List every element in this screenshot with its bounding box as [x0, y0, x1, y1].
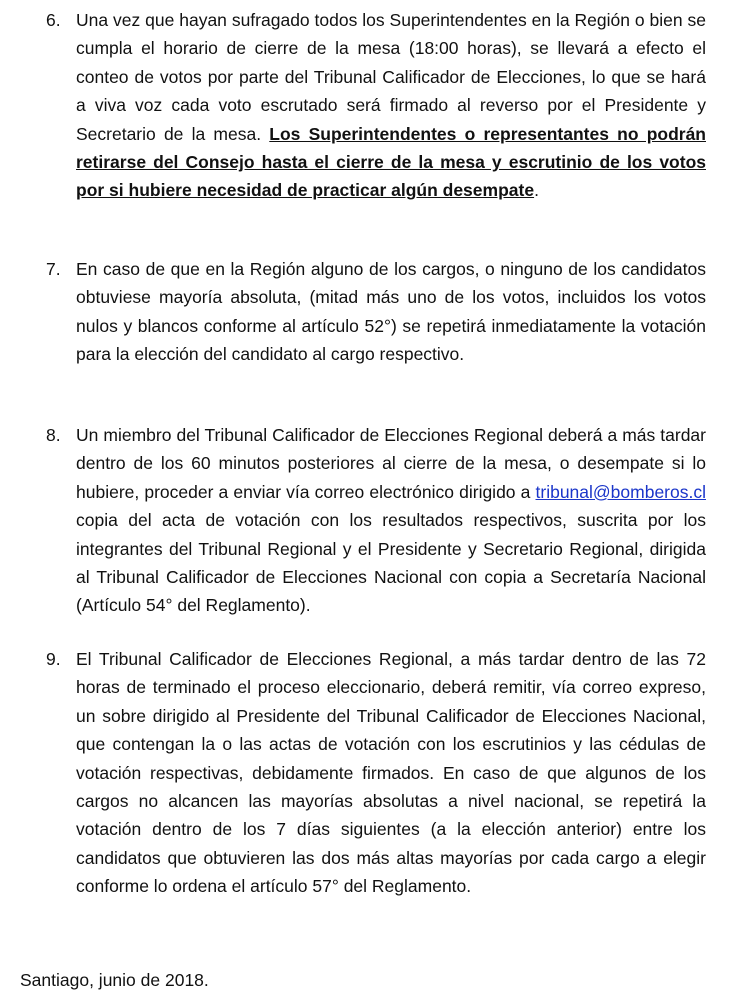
email-link[interactable]: tribunal@bomberos.cl: [535, 481, 706, 502]
item-number: 8.: [46, 425, 61, 445]
item-text-part: .: [534, 180, 539, 201]
item-text-part: Un miembro del Tribunal Calificador de Elecciones Regional deberá a más tardar dentro de los 60 minutos posteriores al cierre de la mesa, o desempate si lo hubiere, proceder a enviar vía correo electrónico dirigido a: [76, 425, 706, 502]
item-text-part: copia del acta de votación con los resultados respectivos, suscrita por los integrantes del Tribunal Regional y el Presidente y Secretario Regional, dirigida al Tribunal Calificador de Elecciones Nacional con copia a Secretaría Nacional (Artículo 54° del Reglamento).: [76, 510, 706, 616]
list-item-7: [46, 255, 706, 386]
item-number: 7.: [46, 259, 61, 279]
item-text: [76, 421, 706, 620]
item-number: 6.: [46, 10, 61, 30]
item-text-part: Una vez que hayan sufragado todos los Superintendentes en la Región o bien se cumpla el horario de cierre de la mesa (18:00 horas), se llevará a efecto el conteo de votos por parte del Tribunal Calificador de Elecciones, lo que se hará a viva voz cada voto escrutado será firmado al reverso por el Presidente y Secretario de la mesa.: [76, 10, 706, 144]
item-text: El Tribunal Calificador de Elecciones Regional, a más tardar dentro de las 72 horas de terminado el proceso eleccionario, deberá remitir, vía correo expreso, un sobre dirigido al Presidente del Tribunal Calificador de Elecciones Nacional, que contengan la o las actas de votación con los escrutinios y las cédulas de votación respectivas, debidamente firmados. En caso de que algunos de los cargos no alcancen las mayorías absolutas a nivel nacional, se repetirá la votación dentro de los 7 días siguientes (a la elección anterior) entre los candidatos que obtuvieren las dos más altas mayorías por cada cargo a elegir conforme lo ordena el artículo 57° del Reglamento.: [76, 649, 706, 897]
list-item-9: [46, 645, 706, 918]
item-text: En caso de que en la Región alguno de los cargos, o ninguno de los candidatos obtuviese mayoría absoluta, (mitad más uno de los votos, incluidos los votos nulos y blancos conforme al artículo 52°) se repetirá inmediatamente la votación para la elección del candidato al cargo respectivo.: [76, 259, 706, 365]
footer-place-date: Santiago, junio de 2018.: [20, 970, 209, 990]
emphasis-text: Los Superintendentes o representantes no podrán retirarse del Consejo hasta el cierre de la mesa y escrutinio de los votos por si hubiere necesidad de practicar algún desempate: [76, 123, 706, 201]
item-text: [76, 6, 706, 205]
list-item-8: [46, 421, 706, 637]
list-item-6: [46, 6, 706, 222]
item-number: 9.: [46, 649, 61, 669]
